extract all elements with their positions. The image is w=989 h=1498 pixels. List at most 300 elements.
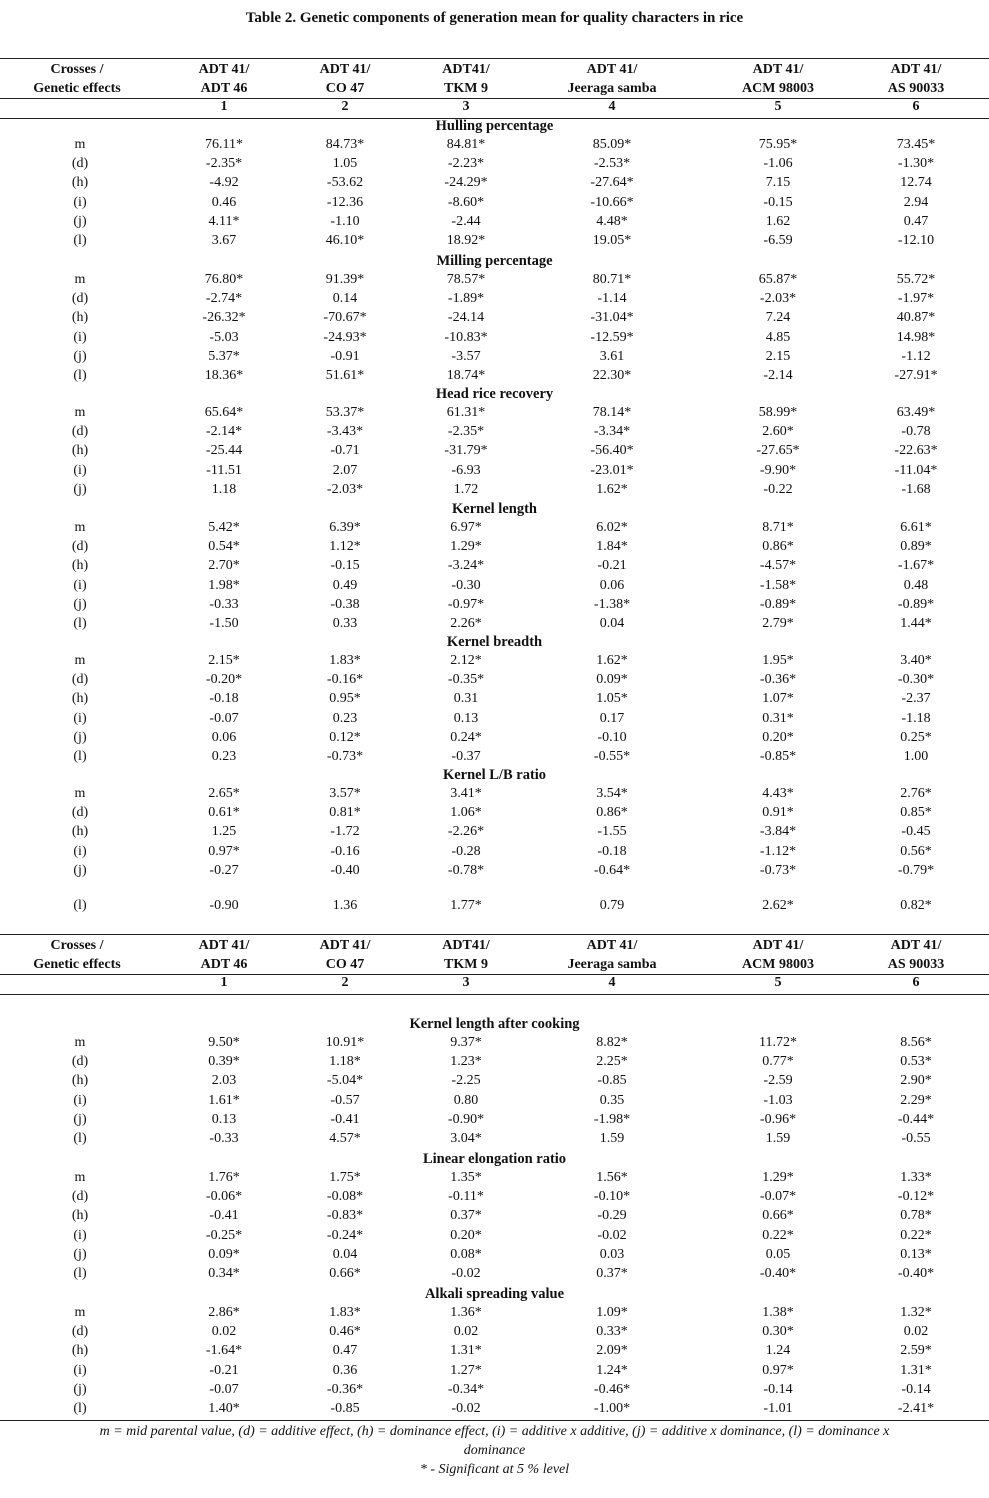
table-cell: 1.83*: [329, 653, 361, 668]
table-cell: -0.27: [209, 862, 239, 878]
header-rule-bottom: [0, 994, 989, 995]
table-cell: 10.91*: [325, 1035, 365, 1050]
table-row: [0, 233, 989, 252]
table-cell: 1.76*: [208, 1170, 240, 1185]
table-cell: -0.25*: [205, 1227, 243, 1243]
table-cell: 0.02: [211, 1324, 237, 1340]
table-cell: -0.35*: [447, 672, 485, 688]
table-cell: 18.74*: [446, 368, 486, 383]
table-row: [0, 368, 989, 387]
table-cell: 1.83*: [329, 1305, 361, 1320]
table-cell: 0.86*: [596, 805, 628, 821]
table-cell: 1.36: [332, 898, 358, 913]
row-label: m: [74, 520, 86, 535]
table-cell: 0.13*: [900, 1246, 932, 1262]
table-cell: 1.00: [903, 749, 929, 764]
section-title: Hulling percentage: [435, 118, 554, 134]
row-label: (j): [73, 348, 87, 364]
table-cell: 84.81*: [446, 137, 486, 152]
table-cell: 6.97*: [450, 520, 482, 535]
section-title: Alkali spreading value: [424, 1286, 565, 1302]
table-cell: 0.09*: [596, 672, 628, 688]
table-cell: 85.09*: [592, 137, 632, 152]
table-cell: -25.44: [205, 443, 243, 459]
section-title: Kernel length: [452, 501, 537, 517]
table-cell: 6.02*: [596, 520, 628, 535]
table-cell: -0.97*: [447, 596, 485, 612]
table-cell: 12.74: [900, 175, 932, 191]
table-cell: 0.22*: [900, 1227, 932, 1243]
table-cell: 0.12*: [329, 729, 361, 745]
table-cell: 18.36*: [204, 368, 244, 383]
table-cell: 0.97*: [762, 1362, 794, 1378]
table-cell: 0.46: [211, 194, 237, 210]
table-cell: -10.83*: [444, 329, 488, 345]
table-row: [0, 558, 989, 577]
table-cell: 2.07: [332, 462, 358, 478]
table-cell: -0.78: [901, 424, 931, 440]
table-cell: -3.34*: [593, 424, 631, 440]
row-label: m: [74, 653, 86, 668]
table-cell: 1.12*: [329, 539, 361, 555]
table-cell: -0.15: [763, 194, 793, 210]
table-row: [0, 1073, 989, 1092]
table-cell: 2.25*: [596, 1054, 628, 1070]
table-cell: 2.03: [211, 1073, 237, 1089]
table-cell: -0.36*: [326, 1381, 364, 1397]
table-cell: 65.64*: [204, 405, 244, 420]
row-label: (d): [71, 672, 89, 688]
table-cell: 76.80*: [204, 272, 244, 287]
table-cell: 1.95*: [762, 653, 794, 668]
table-cell: 0.34*: [208, 1266, 240, 1281]
table-row: [0, 844, 989, 863]
row-label: (j): [73, 1381, 87, 1397]
table-cell: -0.37: [451, 749, 481, 764]
table-cell: -56.40*: [590, 443, 634, 459]
table-cell: -1.98*: [593, 1111, 631, 1127]
table-cell: 1.09*: [596, 1305, 628, 1320]
table-cell: -0.30: [451, 577, 481, 593]
table-row: [0, 1131, 989, 1150]
row-label: (h): [71, 310, 89, 326]
header-cross-line: ADT41/: [442, 62, 490, 77]
table-row: [0, 330, 989, 349]
table-row: [0, 156, 989, 175]
table-cell: -0.10: [597, 729, 627, 745]
table-cell: 11.72*: [759, 1035, 797, 1050]
row-label: (i): [73, 577, 87, 593]
header-cross-4: [547, 936, 677, 974]
row-label: (i): [73, 1227, 87, 1243]
table-cell: -0.78*: [447, 862, 485, 878]
section-title: Head rice recovery: [435, 386, 554, 402]
table-row: [0, 463, 989, 482]
table-cell: 75.95*: [758, 137, 798, 152]
table-cell: -53.62: [326, 175, 364, 191]
header-cross-line: ADT 41/: [319, 62, 371, 77]
table-cell: -0.15: [330, 558, 360, 574]
table-row: [0, 214, 989, 233]
table-row: [0, 616, 989, 635]
row-label: (i): [73, 329, 87, 345]
table-cell: -0.41: [330, 1111, 360, 1127]
table-cell: 1.06*: [450, 805, 482, 821]
header-row-label-line: Genetic effects: [33, 957, 121, 972]
table-cell: -0.46*: [593, 1381, 631, 1397]
header-number-2: 2: [341, 975, 349, 990]
table-cell: 0.24*: [450, 729, 482, 745]
table-row: [0, 898, 989, 917]
row-label: (d): [71, 291, 89, 307]
table-cell: 58.99*: [758, 405, 798, 420]
table-cell: 2.12*: [450, 653, 482, 668]
table-cell: -1.01: [763, 1401, 793, 1416]
table-cell: -0.11*: [448, 1189, 484, 1205]
table-cell: 1.84*: [596, 539, 628, 555]
row-label: (j): [73, 1111, 87, 1127]
header-cross-line: ADT 41/: [890, 62, 942, 77]
row-label: (l): [73, 616, 87, 631]
table-cell: 1.31*: [450, 1343, 482, 1359]
table-cell: -0.30*: [897, 672, 935, 688]
table-cell: -1.18: [901, 710, 931, 726]
table-cell: 1.44*: [900, 616, 932, 631]
header-cross-1: [159, 60, 289, 98]
table-cell: -0.33: [209, 1131, 239, 1146]
table-cell: 2.59*: [900, 1343, 932, 1359]
table-cell: -11.04*: [894, 462, 938, 478]
table-cell: 2.79*: [762, 616, 794, 631]
table-cell: -0.28: [451, 843, 481, 859]
row-label: (l): [73, 1401, 87, 1416]
table-cell: 0.13: [211, 1111, 237, 1127]
table-cell: 53.37*: [325, 405, 365, 420]
table-cell: -0.89*: [759, 596, 797, 612]
table-row: [0, 1363, 989, 1382]
row-label: (l): [73, 749, 87, 764]
row-label: (i): [73, 710, 87, 726]
row-label: (j): [73, 862, 87, 878]
table-row: [0, 691, 989, 710]
table-cell: 1.38*: [762, 1305, 794, 1320]
header-cross-line: ADT 41/: [752, 62, 804, 77]
table-cell: 0.91*: [762, 805, 794, 821]
table-row: [0, 578, 989, 597]
table-cell: -0.55*: [593, 749, 631, 764]
table-cell: -2.03*: [759, 291, 797, 307]
table-cell: 2.70*: [208, 558, 240, 574]
table-cell: 91.39*: [325, 272, 365, 287]
table-cell: 5.42*: [208, 520, 240, 535]
table-cell: 3.61: [599, 348, 625, 364]
table-row: [0, 1228, 989, 1247]
table-cell: 4.43*: [762, 786, 794, 801]
table-cell: 0.02: [453, 1324, 479, 1340]
table-cell: 1.07*: [762, 691, 794, 707]
table-cell: 1.35*: [450, 1170, 482, 1185]
row-label: (i): [73, 843, 87, 859]
row-label: (l): [73, 1266, 87, 1281]
table-bottom-rule: [0, 1420, 989, 1421]
table-cell: 1.33*: [900, 1170, 932, 1185]
header-cross-line: ADT 41/: [198, 938, 250, 953]
table-cell: -1.50: [209, 616, 239, 631]
table-cell: -3.84*: [759, 824, 797, 840]
table-cell: -0.90: [209, 898, 239, 913]
table-cell: 2.94: [903, 194, 929, 210]
table-cell: -27.91*: [894, 368, 938, 383]
table-cell: -0.20*: [205, 672, 243, 688]
table-cell: -0.14: [763, 1381, 793, 1397]
row-label: m: [74, 1305, 86, 1320]
table-cell: -2.53*: [593, 156, 631, 172]
table-cell: 3.57*: [329, 786, 361, 801]
table-cell: -0.12*: [897, 1189, 935, 1205]
table-cell: 0.14: [332, 291, 358, 307]
section-title: Kernel breadth: [446, 634, 543, 650]
table-cell: -2.59: [763, 1073, 793, 1089]
table-cell: -0.16: [330, 843, 360, 859]
table-cell: 1.25: [211, 824, 237, 840]
table-cell: 1.31*: [900, 1362, 932, 1378]
table-cell: 14.98*: [896, 329, 936, 345]
table-cell: 0.30*: [762, 1324, 794, 1340]
table-cell: -0.08*: [326, 1189, 364, 1205]
table-cell: 2.29*: [900, 1092, 932, 1108]
table-cell: 4.48*: [596, 213, 628, 229]
row-label: (j): [73, 596, 87, 612]
header-row-label-line: Crosses /: [50, 938, 104, 953]
table-cell: 0.48: [903, 577, 929, 593]
table-row: [0, 349, 989, 368]
table-cell: -1.12*: [759, 843, 797, 859]
table-cell: 76.11*: [205, 137, 243, 152]
table-cell: 73.45*: [896, 137, 936, 152]
table-cell: -3.43*: [326, 424, 364, 440]
row-label: (h): [71, 824, 89, 840]
header-number-5: 5: [774, 975, 782, 990]
table-cell: 6.39*: [329, 520, 361, 535]
table-cell: 1.59: [765, 1131, 791, 1146]
row-label: (d): [71, 156, 89, 172]
table-cell: -0.02: [597, 1227, 627, 1243]
table-cell: 0.49: [332, 577, 358, 593]
table-cell: -2.03*: [326, 481, 364, 497]
table-cell: -0.41: [209, 1208, 239, 1224]
table-cell: -1.10: [330, 213, 360, 229]
row-label: (j): [73, 481, 87, 497]
row-label: m: [74, 137, 86, 152]
header-number-1: 1: [220, 975, 228, 990]
table-cell: -0.07: [209, 710, 239, 726]
table-cell: 0.23: [332, 710, 358, 726]
table-cell: 1.59: [599, 1131, 625, 1146]
table-cell: 19.05*: [592, 233, 632, 248]
header-number-6: 6: [912, 975, 920, 990]
header-cross-line: TKM 9: [444, 81, 488, 96]
header-number-4: 4: [608, 99, 616, 114]
table-cell: 0.20*: [762, 729, 794, 745]
table-cell: -2.14: [763, 368, 793, 383]
table-cell: 0.46*: [329, 1324, 361, 1340]
table-cell: -0.22: [763, 481, 793, 497]
header-rule-top: [0, 934, 989, 935]
header-number-5: 5: [774, 99, 782, 114]
table-row: [0, 1170, 989, 1189]
table-cell: 0.66*: [762, 1208, 794, 1224]
table-row: [0, 1343, 989, 1362]
table-cell: 84.73*: [325, 137, 365, 152]
table-cell: 78.57*: [446, 272, 486, 287]
section-title: Kernel L/B ratio: [442, 767, 547, 783]
table-cell: -5.04*: [326, 1073, 364, 1089]
section-title: Linear elongation ratio: [422, 1151, 567, 1167]
table-cell: 3.04*: [450, 1131, 482, 1146]
header-cross-line: ADT41/: [442, 938, 490, 953]
table-cell: -2.35*: [447, 424, 485, 440]
table-row: [0, 1208, 989, 1227]
table-row: [0, 443, 989, 462]
table-row: [0, 749, 989, 768]
table-cell: -1.72: [330, 824, 360, 840]
table-cell: 1.77*: [450, 898, 482, 913]
table-cell: 0.31: [453, 691, 479, 707]
table-cell: -0.45: [901, 824, 931, 840]
row-label: (l): [73, 368, 87, 383]
table-cell: -3.57: [451, 348, 481, 364]
row-label: (h): [71, 691, 89, 707]
table-cell: -23.01*: [590, 462, 634, 478]
table-row: [0, 597, 989, 616]
header-cross-line: CO 47: [325, 957, 365, 972]
table-row: [0, 482, 989, 501]
table-cell: -0.14: [901, 1381, 931, 1397]
table-cell: -2.23*: [447, 156, 485, 172]
row-label: (h): [71, 443, 89, 459]
table-cell: 0.06: [211, 729, 237, 745]
table-cell: -1.06: [763, 156, 793, 172]
table-cell: -0.40: [330, 862, 360, 878]
table-cell: 0.06: [599, 577, 625, 593]
row-label: (d): [71, 539, 89, 555]
table-row: [0, 653, 989, 672]
table-cell: -2.44: [451, 213, 481, 229]
table-row: [0, 137, 989, 156]
table-cell: 0.33: [332, 616, 358, 631]
table-cell: 0.02: [903, 1324, 929, 1340]
table-cell: -0.57: [330, 1092, 360, 1108]
table-cell: 55.72*: [896, 272, 936, 287]
table-row: [0, 1305, 989, 1324]
table-cell: 7.15: [765, 175, 791, 191]
table-cell: -0.44*: [897, 1111, 935, 1127]
header-cross-line: TKM 9: [444, 957, 488, 972]
table-cell: 0.47: [332, 1343, 358, 1359]
row-label: (h): [71, 1073, 89, 1089]
table-cell: -0.73*: [759, 862, 797, 878]
header-cross-5: [713, 936, 843, 974]
row-label: m: [74, 786, 86, 801]
table-row: [0, 1401, 989, 1420]
header-number-3: 3: [462, 99, 470, 114]
table-cell: -27.65*: [756, 443, 800, 459]
row-label: (h): [71, 558, 89, 574]
table-cell: 3.41*: [450, 786, 482, 801]
header-number-1: 1: [220, 99, 228, 114]
table-cell: -0.06*: [205, 1189, 243, 1205]
footnote-significance: * - Significant at 5 % level: [419, 1462, 570, 1477]
table-cell: 0.35: [599, 1092, 625, 1108]
table-cell: -26.32*: [202, 310, 246, 326]
header-cross-line: ADT 41/: [198, 62, 250, 77]
header-cross-line: CO 47: [325, 81, 365, 96]
table-cell: -0.34*: [447, 1381, 485, 1397]
table-cell: -0.40*: [897, 1266, 935, 1281]
table-cell: 2.90*: [900, 1073, 932, 1089]
row-label: (d): [71, 1054, 89, 1070]
table-cell: 8.71*: [762, 520, 794, 535]
footnote-line: m = mid parental value, (d) = additive effect, (h) = dominance effect, (i) = additive x additive, (j) = additive x dominance, (l) = dominance x: [99, 1424, 890, 1439]
header-cross-1: [159, 936, 289, 974]
table-cell: 1.24: [765, 1343, 791, 1359]
header-cross-line: ADT 41/: [319, 938, 371, 953]
table-row: [0, 1266, 989, 1285]
row-label: m: [74, 1035, 86, 1050]
table-row: [0, 1035, 989, 1054]
table-cell: -10.66*: [590, 194, 634, 210]
table-cell: -0.55: [901, 1131, 931, 1146]
header-cross-2: [280, 60, 410, 98]
row-label: m: [74, 405, 86, 420]
table-cell: 0.13: [453, 710, 479, 726]
table-cell: -6.93: [451, 462, 481, 478]
table-cell: 0.54*: [208, 539, 240, 555]
table-row: [0, 1247, 989, 1266]
table-row: [0, 863, 989, 882]
table-cell: -0.36*: [759, 672, 797, 688]
table-cell: 0.20*: [450, 1227, 482, 1243]
table-cell: -1.00*: [593, 1401, 631, 1416]
table-row: [0, 711, 989, 730]
row-label: (h): [71, 175, 89, 191]
table-cell: 0.79: [599, 898, 625, 913]
table-cell: -8.60*: [447, 194, 485, 210]
table-cell: 0.53*: [900, 1054, 932, 1070]
table-cell: 46.10*: [325, 233, 365, 248]
table-cell: 1.18: [211, 481, 237, 497]
table-cell: 0.85*: [900, 805, 932, 821]
table-cell: -2.74*: [205, 291, 243, 307]
table-row: [0, 195, 989, 214]
footnote-abbreviations: [0, 1422, 989, 1479]
row-label: (l): [73, 233, 87, 248]
table-cell: 0.33*: [596, 1324, 628, 1340]
table-row: [0, 1189, 989, 1208]
table-cell: 0.22*: [762, 1227, 794, 1243]
row-label: (j): [73, 213, 87, 229]
table-cell: -0.79*: [897, 862, 935, 878]
table-cell: 0.25*: [900, 729, 932, 745]
table-cell: -27.64*: [590, 175, 634, 191]
table-cell: -70.67*: [323, 310, 367, 326]
table-cell: -0.71: [330, 443, 360, 459]
table-cell: 22.30*: [592, 368, 632, 383]
table-cell: -0.83*: [326, 1208, 364, 1224]
table-cell: 0.89*: [900, 539, 932, 555]
table-cell: 1.18*: [329, 1054, 361, 1070]
table-cell: 0.36: [332, 1362, 358, 1378]
